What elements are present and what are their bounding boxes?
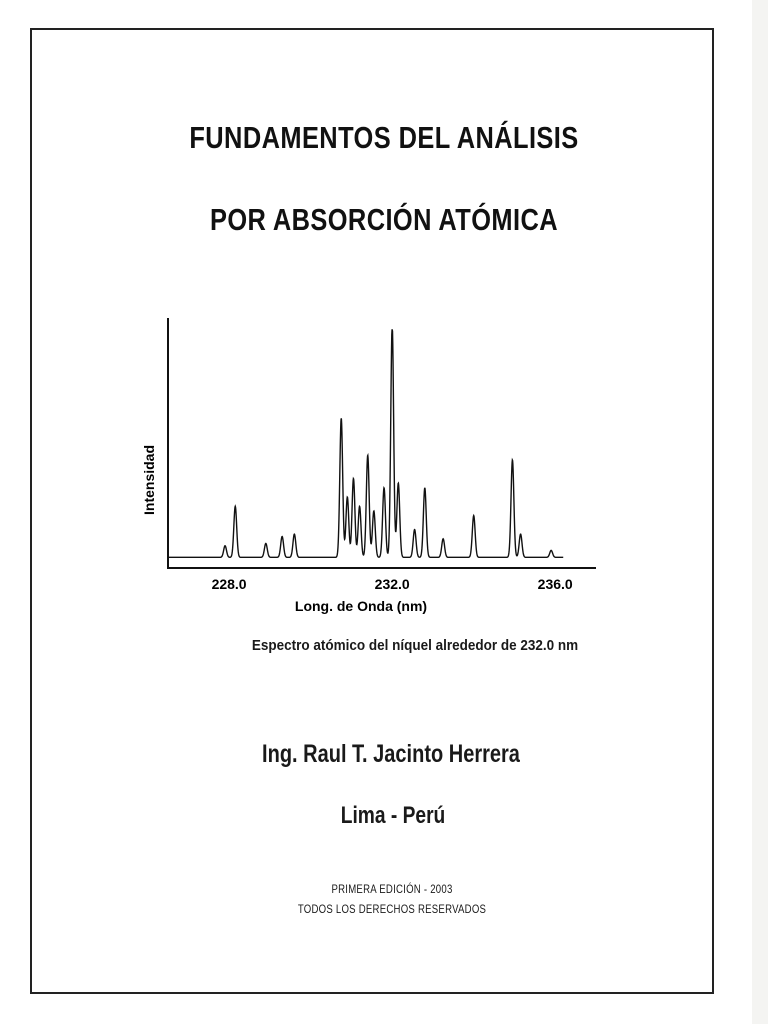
y-axis-label: Intensidad — [141, 444, 157, 516]
spectrum-chart — [130, 310, 610, 630]
x-tick-label: 232.0 — [374, 576, 410, 592]
publication-place: Lima - Perú — [340, 802, 446, 829]
edition-line: PRIMERA EDICIÓN - 2003 — [331, 882, 453, 896]
author-name: Ing. Raul T. Jacinto Herrera — [262, 740, 520, 768]
x-tick-label: 228.0 — [211, 576, 247, 592]
title-line-2: POR ABSORCIÓN ATÓMICA — [209, 202, 559, 237]
figure-caption: Espectro atómico del níquel alrededor de 232.0 nm — [251, 637, 579, 654]
x-axis-label: Long. de Onda (nm) — [294, 598, 428, 614]
x-tick-label: 236.0 — [537, 576, 573, 592]
title-line-1: FUNDAMENTOS DEL ANÁLISIS — [189, 120, 579, 155]
spectrum-line — [168, 330, 563, 557]
rights-line: TODOS LOS DERECHOS RESERVADOS — [297, 902, 487, 916]
